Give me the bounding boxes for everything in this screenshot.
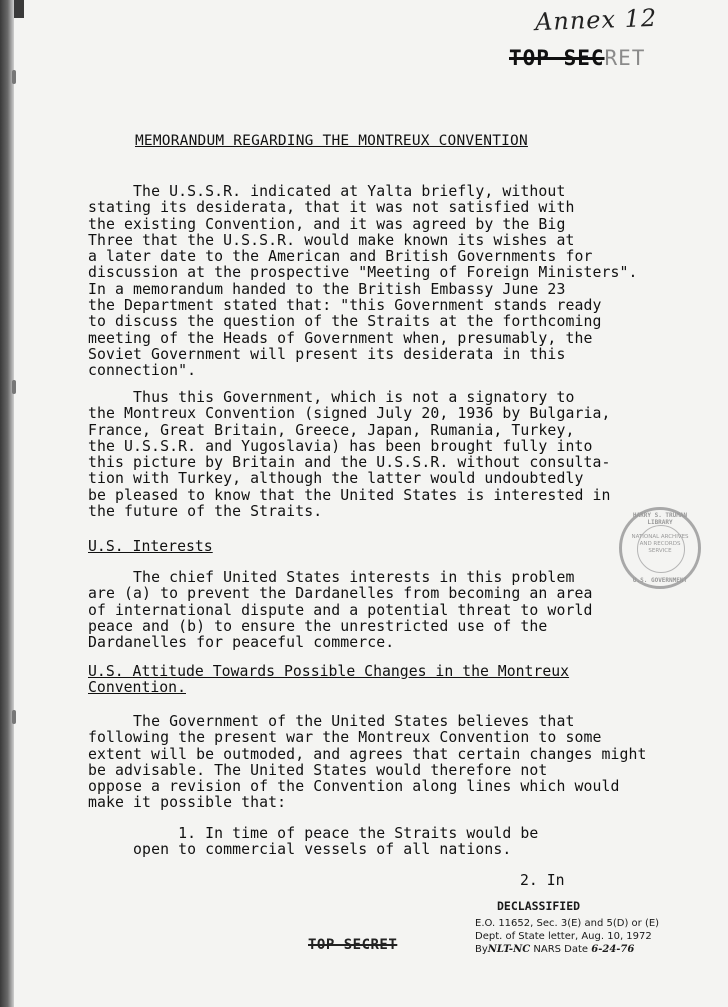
heading-us-attitude: U.S. Attitude Towards Possible Changes in the Montreux Convention. xyxy=(88,663,570,697)
seal-center-text: NATIONAL ARCHIVES AND RECORDS SERVICE xyxy=(631,534,689,554)
memo-title: MEMORANDUM REGARDING THE MONTREUX CONVENTION xyxy=(135,133,528,149)
classification-stamp-top xyxy=(509,46,645,70)
paragraph-signatory: Thus this Government, which is not a signatory to the Montreux Convention (signed July 20, 1936 by Bulgaria, France, Great Britain, Greece, Japan, Rumania, Turkey, the U.S.S.R. and Yugoslavia) has been brought fully into this picture by Britain and the U.S.S.R. without consulta- tion with Turkey, although the latter would undoubtedly be pleased to know that the United States is interested in the future of the Straits. xyxy=(88,389,611,521)
declass-signature: NLT-NC xyxy=(487,944,531,955)
declass-date: 6-24-76 xyxy=(591,944,635,955)
paragraph-interests: The chief United States interests in this problem are (a) to prevent the Dardanelles from becoming an area of international dispute and a potential threat to world peace and (b) to ensure the unrestricted use of the Dardanelles for peaceful commerce. xyxy=(88,569,593,652)
classification-stamp-bottom: TOP SECRET xyxy=(308,937,398,953)
declass-signature-line: ByNLT-NC NARS Date 6-24-76 xyxy=(475,944,635,955)
heading-us-interests: U.S. Interests xyxy=(88,538,213,555)
declassified-header: DECLASSIFIED xyxy=(497,899,581,913)
binder-hole-mark xyxy=(12,70,16,84)
declass-letter-line: Dept. of State letter, Aug. 10, 1972 xyxy=(475,931,652,942)
paragraph-yalta: The U.S.S.R. indicated at Yalta briefly, without stating its desiderata, that it was not satisfied with the existing Convention, and it was agreed by the Big Three that the U.S.S.R. would make known its wishes at a later date to the American and British Governments for discussion at the prospective "Meeting of Foreign Ministers". In a memorandum handed to the British Embassy June 23 the Department stated that: "this Government stands ready to discuss the question of the Straits at the forthcoming meeting of the Heads of Government when, presumably, the Soviet Government will present its desiderata in this connection". xyxy=(88,183,638,380)
declassification-stamp xyxy=(475,900,715,956)
paragraph-attitude: The Government of the United States believes that following the present war the Montreux Convention to some extent will be outmoded, and agrees that certain changes might be advisable. The United States would therefore not oppose a revision of the Convention along lines which would make it possible that: xyxy=(88,713,647,812)
seal-bottom-text: U.S. GOVERNMENT xyxy=(632,577,688,584)
page-continuation: 2. In xyxy=(520,872,565,889)
seal-top-text: HARRY S. TRUMAN LIBRARY xyxy=(632,512,688,526)
classification-faded-text: RET xyxy=(604,46,646,70)
declass-authority-line: E.O. 11652, Sec. 3(E) and 5(D) or (E) xyxy=(475,918,660,929)
binder-hole-mark xyxy=(12,710,16,724)
handwritten-annex-note: Annex 12 xyxy=(534,3,658,37)
page-corner-shadow xyxy=(14,0,24,18)
binder-hole-mark xyxy=(12,380,16,394)
page-binding-edge xyxy=(0,0,14,1007)
archive-seal-stamp xyxy=(619,507,701,589)
classification-struck-text: TOP SEC xyxy=(509,46,605,70)
list-item-1: 1. In time of peace the Straits would be open to commercial vessels of all nations. xyxy=(133,825,539,859)
